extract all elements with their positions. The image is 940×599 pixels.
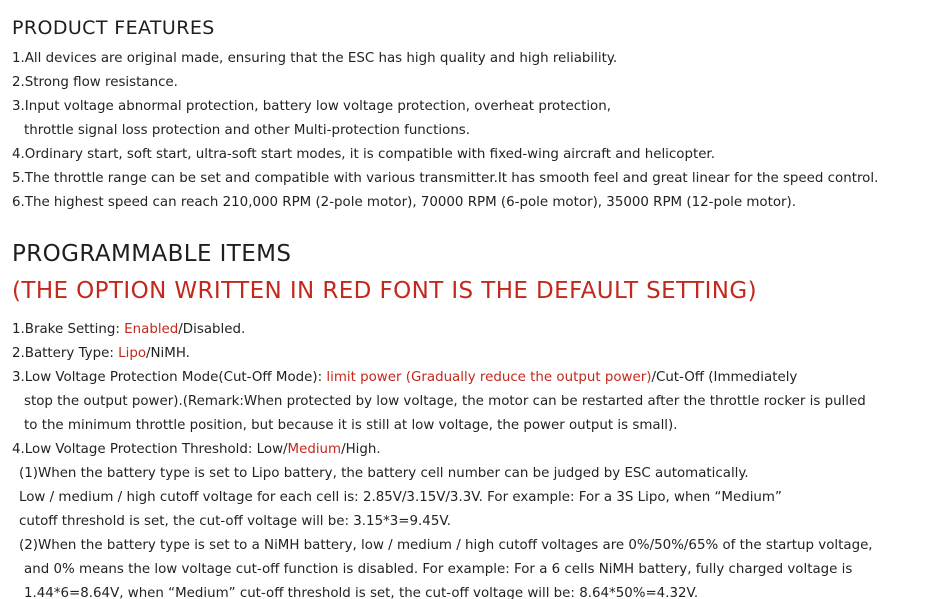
- battery-type-default: Lipo: [118, 346, 147, 361]
- brake-setting-default: Enabled: [124, 322, 179, 337]
- feature-item-5: 5.The throttle range can be set and compatible with various transmitter.It has smooth feel and great linear for the speed control.: [12, 171, 879, 186]
- cutoff-mode-remark-2: to the minimum throttle position, but because it is still at low voltage, the power output is small).: [24, 418, 678, 433]
- cutoff-mode-remark-1: stop the output power).(Remark:When protected by low voltage, the motor can be restarted after the throttle rocker is pulled: [24, 394, 866, 409]
- feature-item-2: 2.Strong flow resistance.: [12, 75, 178, 90]
- threshold-line: [12, 442, 381, 458]
- threshold-label: 4.Low Voltage Protection Threshold:: [12, 442, 253, 457]
- threshold-nimh-1: (2)When the battery type is set to a NiMH battery, low / medium / high cutoff voltages are 0%/50%/65% of the startup voltage,: [19, 538, 873, 553]
- cutoff-mode-label: 3.Low Voltage Protection Mode(Cut-Off Mode):: [12, 370, 323, 385]
- brake-setting-line: [12, 322, 245, 338]
- threshold-default: Medium: [287, 442, 342, 457]
- threshold-high: /High.: [341, 442, 381, 457]
- programmable-heading: PROGRAMMABLE ITEMS: [12, 241, 292, 267]
- battery-type-label: 2.Battery Type:: [12, 346, 114, 361]
- battery-type-line: [12, 346, 190, 362]
- cutoff-mode-line: [12, 370, 797, 386]
- cutoff-mode-default: limit power (Gradually reduce the output power): [326, 370, 652, 385]
- threshold-nimh-2: and 0% means the low voltage cut-off function is disabled. For example: For a 6 cells NiMH battery, fully charged voltage is: [24, 562, 853, 577]
- feature-item-1: 1.All devices are original made, ensuring that the ESC has high quality and high reliability.: [12, 51, 618, 66]
- threshold-nimh-3: 1.44*6=8.64V, when “Medium” cut-off threshold is set, the cut-off voltage will be: 8.64*50%=4.32V.: [24, 586, 699, 599]
- feature-item-6: 6.The highest speed can reach 210,000 RPM (2-pole motor), 70000 RPM (6-pole motor), 35000 RPM (12-pole motor).: [12, 195, 797, 210]
- threshold-lipo-1: (1)When the battery type is set to Lipo battery, the battery cell number can be judged by ESC automatically.: [19, 466, 749, 481]
- battery-type-options: /NiMH.: [146, 346, 190, 361]
- cutoff-mode-options: /Cut-Off (Immediately: [651, 370, 798, 385]
- features-heading: PRODUCT FEATURES: [12, 17, 215, 39]
- brake-setting-label: 1.Brake Setting:: [12, 322, 120, 337]
- brake-setting-options: /Disabled.: [178, 322, 246, 337]
- threshold-lipo-2: Low / medium / high cutoff voltage for each cell is: 2.85V/3.15V/3.3V. For example: For a 3S Lipo, when “Medium”: [19, 490, 782, 505]
- threshold-lipo-3: cutoff threshold is set, the cut-off voltage will be: 3.15*3=9.45V.: [19, 514, 452, 529]
- feature-item-3: 3.Input voltage abnormal protection, battery low voltage protection, overheat protection,: [12, 99, 611, 114]
- feature-item-4: 4.Ordinary start, soft start, ultra-soft start modes, it is compatible with fixed-wing aircraft and helicopter.: [12, 147, 715, 162]
- threshold-low: Low/: [256, 442, 288, 457]
- default-setting-note: (THE OPTION WRITTEN IN RED FONT IS THE DEFAULT SETTING): [12, 278, 757, 304]
- feature-item-3-continued: throttle signal loss protection and other Multi-protection functions.: [24, 123, 471, 138]
